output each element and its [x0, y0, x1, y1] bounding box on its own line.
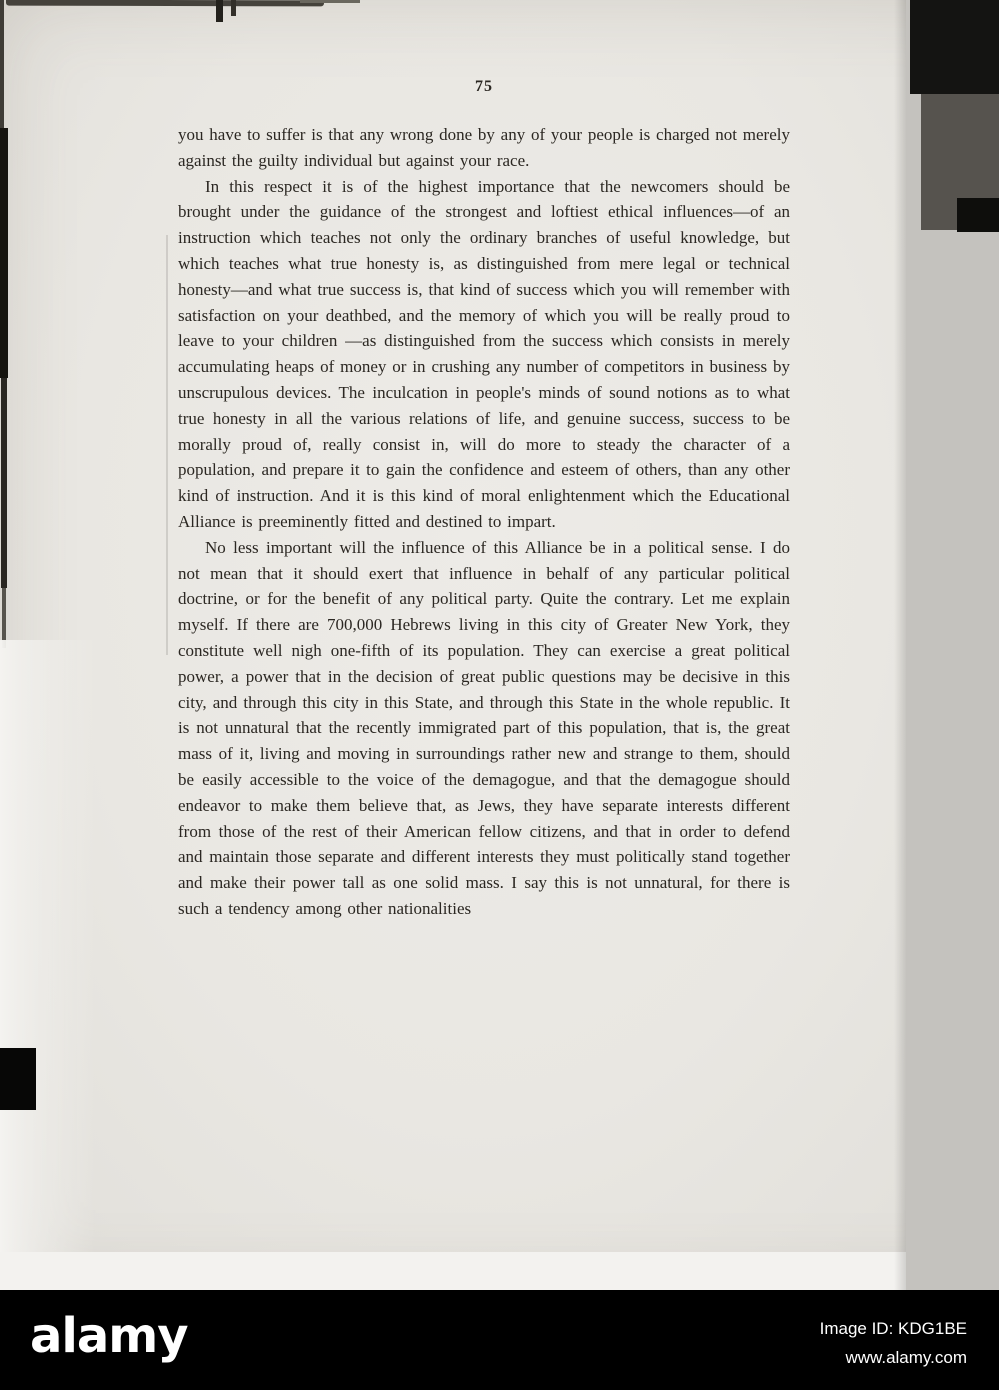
page-text-block — [178, 78, 790, 922]
paragraph: In this respect it is of the highest importance that the newcomers should be brought under the guidance of the strongest and loftiest ethical influences—of an instruction which teaches not only the ordinary branches of useful knowledge, but which teaches what true honesty is, as distinguished from mere legal or technical honesty—and what true success is, that kind of success which you will remember with satisfaction on your deathbed, and the memory of which you will be really proud to leave to your children —as distinguished from the success which consists in merely accumulating heaps of money or in crushing any number of competitors in business by unscrupulous devices. The inculcation in people's minds of sound notions as to what true honesty in all the various relations of life, and genuine success, success to be morally proud of, really consist in, will do more to steady the character of a population, and prepare it to gain the confidence and esteem of others, than any other kind of instruction. And it is this kind of moral enlightenment which the Educational Alliance is preeminently fitted and destined to impart. — [178, 176, 790, 531]
paragraph-continuation: you have to suffer is that any wrong done by any of your people is charged not merely against the guilty individual but against your race. — [178, 125, 790, 170]
scan-artifact-left-edge — [1, 378, 7, 588]
scan-artifact-left-edge — [0, 0, 4, 132]
scan-artifact-left-edge — [2, 588, 6, 648]
image-id: Image ID: KDG1BE — [819, 1319, 967, 1338]
alamy-logo: alamy — [30, 1308, 188, 1364]
scan-artifact-right-black-top — [910, 0, 999, 94]
watermark-bar — [0, 1290, 999, 1390]
watermark-info — [820, 1314, 967, 1372]
page-number: 75 — [475, 78, 493, 95]
scan-artifact-top-tick — [231, 0, 236, 16]
scan-artifact-top-tick — [216, 0, 223, 22]
page-crease-line — [166, 235, 168, 655]
page-edge-shadow — [894, 0, 906, 1290]
paragraph: No less important will the influence of this Alliance be in a political sense. I do not mean that it should exert that influence in behalf of any particular political doctrine, or for the benefit of any political party. Quite the contrary. Let me explain myself. If there are 700,000 Hebrews living in this city of Greater New York, they constitute well nigh one-fifth of its population. They can exercise a great political power, a power that in the decision of great public questions may be decisive in this city, and through this city in this State, and through this State in the whole republic. It is not unnatural that the recently immigrated part of this population, that is, the great mass of it, living and moving in surroundings rather new and strange to them, should be easily accessible to the voice of the demagogue, and that the demagogue should endeavor to make them believe that, as Jews, they have separate interests different from those of the rest of their American fellow citizens, and that in order to defend and maintain those separate and different interests they must politically stand together and make their power tall as one solid mass. I say this is not unnatural, for there is such a tendency among other nationalities — [178, 537, 790, 918]
website-url: www.alamy.com — [845, 1348, 967, 1367]
scan-artifact-left-margin — [0, 640, 95, 1290]
scan-artifact-bottom-band — [0, 1252, 906, 1290]
scan-artifact-right-notch — [957, 198, 999, 232]
scan-artifact-left-edge — [0, 128, 8, 378]
scan-artifact-left-black-mark — [0, 1048, 36, 1110]
scan-artifact-top-edge-thin — [300, 0, 360, 3]
scan-artifact-top-edge — [6, 0, 324, 6]
